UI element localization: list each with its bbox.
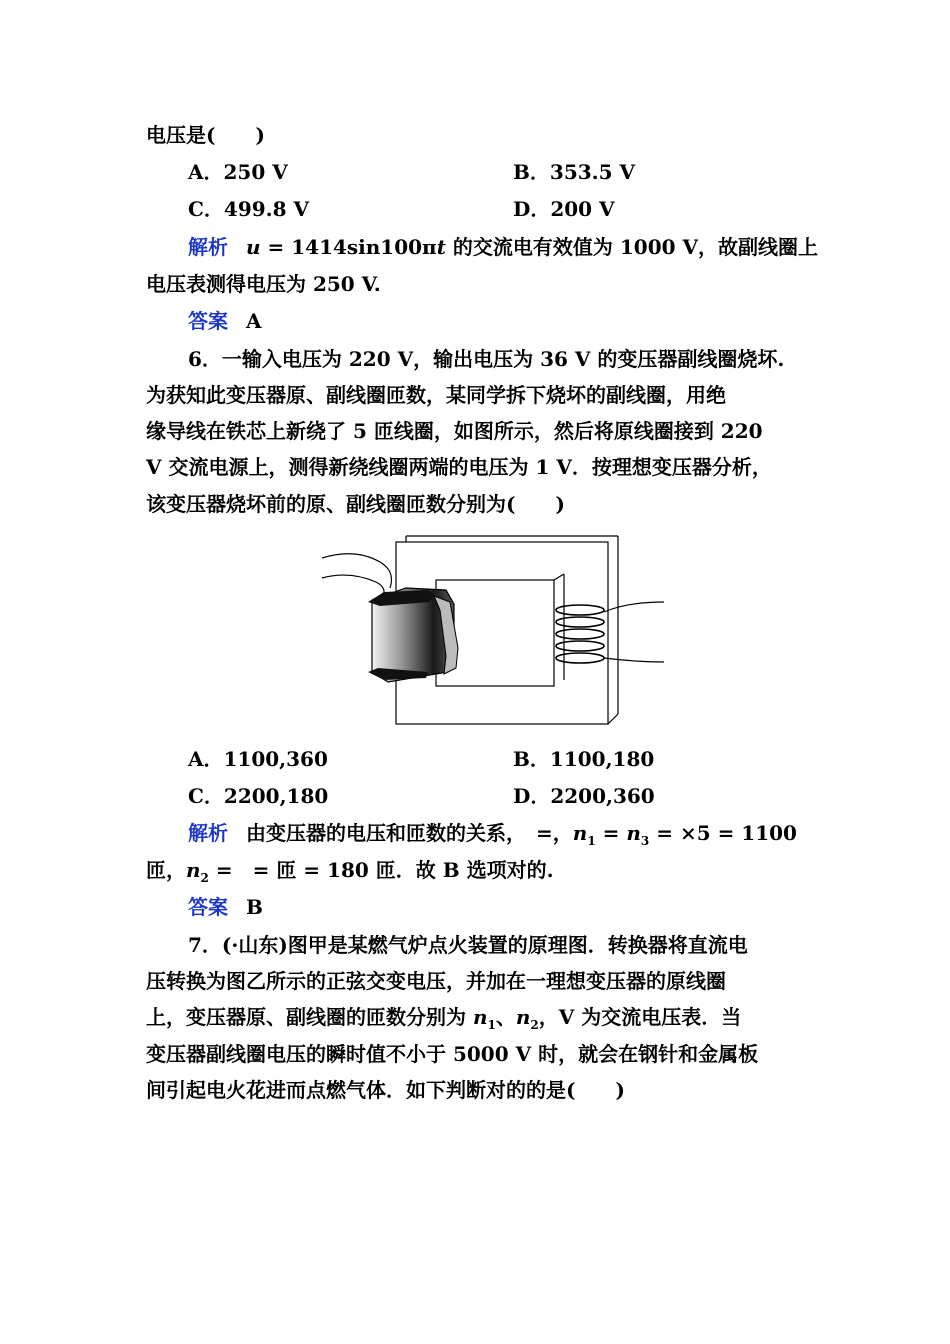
- q5-stem-tail: 电压是( ): [146, 123, 265, 147]
- q6-option-b: B．1100,180: [513, 747, 655, 771]
- q5-analysis-line2: 电压表测得电压为 250 V.: [146, 272, 381, 296]
- q6-stem-line5: 该变压器烧坏前的原、副线圈匝数分别为( ): [146, 492, 565, 516]
- q7-stem-line4: 变压器副线圈电压的瞬时值不小于 5000 V 时，就会在钢针和金属板: [146, 1042, 759, 1066]
- q6-option-a: A．1100,360: [188, 747, 328, 771]
- q6-analysis-line1: 解析 由变压器的电压和匝数的关系， =，$n_1 = n_3 = \times 5 = 1100$: [188, 821, 797, 848]
- q6-analysis-line2: 匝，$n_2$ = = 匝 = 180 匝．故 B 选项对的.: [146, 858, 554, 885]
- q7-stem-line2: 压转换为图乙所示的正弦交变电压，并加在一理想变压器的原线圈: [146, 969, 726, 993]
- q7-stem-line1: 7．(·山东)图甲是某燃气炉点火装置的原理图．转换器将直流电: [188, 933, 748, 957]
- q6-stem-line4: V 交流电源上，测得新绕线圈两端的电压为 1 V．按理想变压器分析，: [146, 455, 772, 479]
- q5-option-a: A．250 V: [188, 160, 288, 184]
- q6-option-d: D．2200,360: [513, 784, 655, 808]
- analysis-label: 解析: [188, 821, 228, 845]
- q6-stem-line3: 缘导线在铁芯上新绕了 5 匝线圈，如图所示，然后将原线圈接到 220: [146, 419, 763, 443]
- q5-option-b: B．353.5 V: [513, 160, 636, 184]
- analysis-label: 解析: [188, 235, 228, 259]
- secondary-coil: [556, 602, 664, 663]
- transformer-figure: [318, 532, 668, 732]
- q5-option-d: D．200 V: [513, 197, 615, 221]
- q5-option-c: C．499.8 V: [188, 197, 310, 221]
- q5-analysis-line1: 解析 u = 1414sin100πt 的交流电有效值为 1000 V，故副线圈上: [188, 235, 819, 259]
- q6-stem-line1: 6．一输入电压为 220 V，输出电压为 36 V 的变压器副线圈烧坏.: [188, 347, 785, 371]
- q6-stem-line2: 为获知此变压器原、副线圈匝数，某同学拆下烧坏的副线圈，用绝: [146, 383, 726, 407]
- answer-label: 答案: [188, 895, 228, 919]
- primary-coil: [322, 554, 458, 682]
- q6-answer: 答案 B: [188, 895, 263, 919]
- q5-answer: 答案 A: [188, 309, 262, 333]
- q7-stem-line3: 上，变压器原、副线圈的匝数分别为 $n_1$、$n_2$，V 为交流电压表．当: [146, 1005, 742, 1032]
- q6-option-c: C．2200,180: [188, 784, 329, 808]
- q7-stem-line5: 间引起电火花进而点燃气体．如下判断对的的是( ): [146, 1078, 625, 1102]
- answer-label: 答案: [188, 309, 228, 333]
